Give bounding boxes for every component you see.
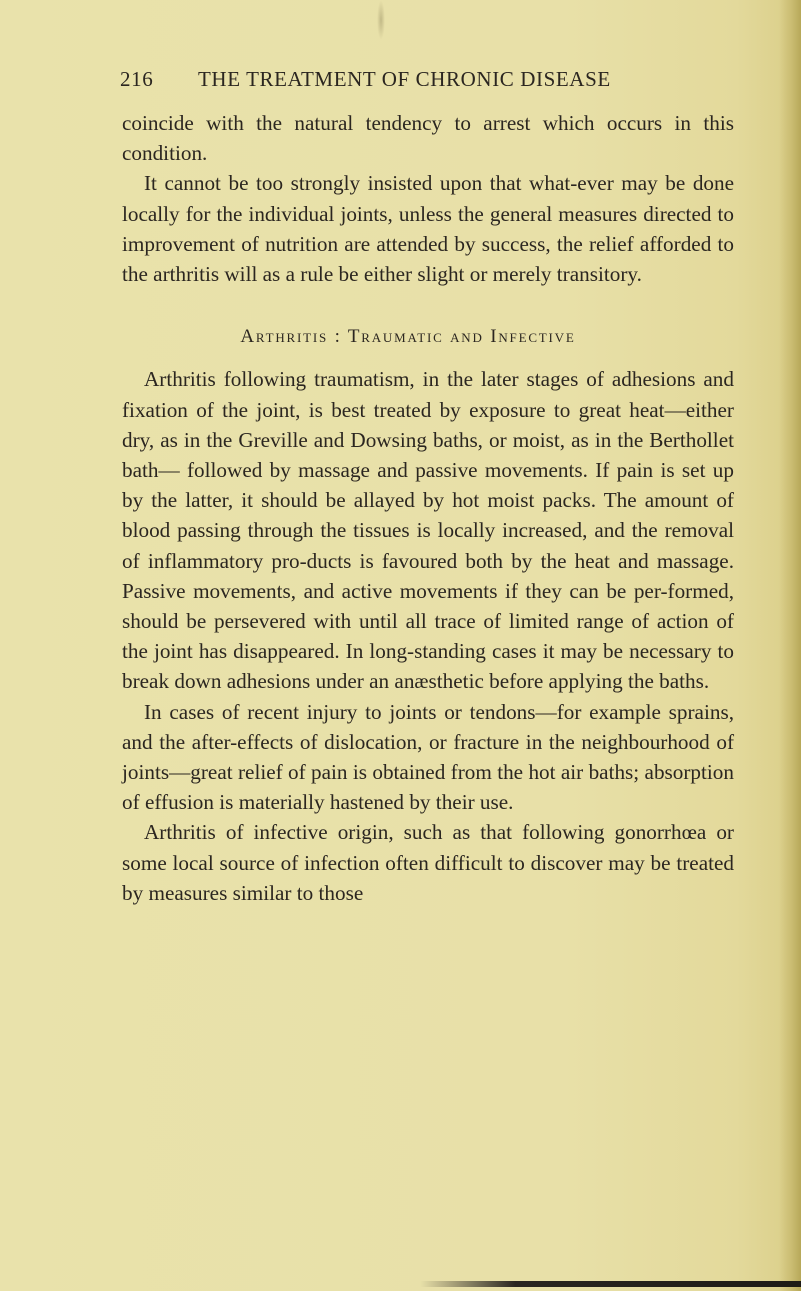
paragraph-continuation: coincide with the natural tendency to arrest which occurs in this condition. (122, 111, 734, 166)
paragraph: Arthritis of infective origin, such as that following gonorrhœa or some local source of infection often difficult to discover may be treated by measures similar to those (122, 820, 734, 905)
section-heading: Arthritis : Traumatic and Infective (240, 326, 576, 348)
bottom-shadow-rule (420, 1281, 801, 1287)
page-number: 216 (120, 67, 154, 91)
running-title: THE TREATMENT OF CHRONIC DISEASE (198, 67, 611, 91)
paragraph: It cannot be too strongly insisted upon that what-ever may be done locally for the individual joints, unless the general measures directed to improvement of nutrition are attended by success, the relief afforded to the arthritis will as a rule be either slight or merely transitory. (122, 171, 734, 287)
paragraph: In cases of recent injury to joints or tendons—for example sprains, and the after-effects of dislocation, or fracture in the neighbourhood of joints—great relief of pain is obtained from the hot air baths; absorption of effusion is materially hastened by their use. (122, 699, 734, 815)
page-crease (377, 0, 385, 40)
page-edge-shadow (779, 0, 801, 1291)
page-text-block (122, 64, 734, 908)
paragraph: Arthritis following traumatism, in the later stages of adhesions and fixation of the joint, is best treated by exposure to great heat—either dry, as in the Greville and Dowsing baths, or moist, as in the Berthollet bath— followed by massage and passive movements. If pain is set up by the latter, it should be allayed by hot moist packs. The amount of blood passing through the tissues is locally increased, and the removal of inflammatory pro-ducts is favoured both by the heat and massage. Passive movements, and active movements if they can be per-formed, should be persevered with until all trace of limited range of action of the joint has disappeared. In long-standing cases it may be necessary to break down adhesions under an anæsthetic before applying the baths. (122, 367, 734, 694)
running-head (120, 64, 734, 94)
